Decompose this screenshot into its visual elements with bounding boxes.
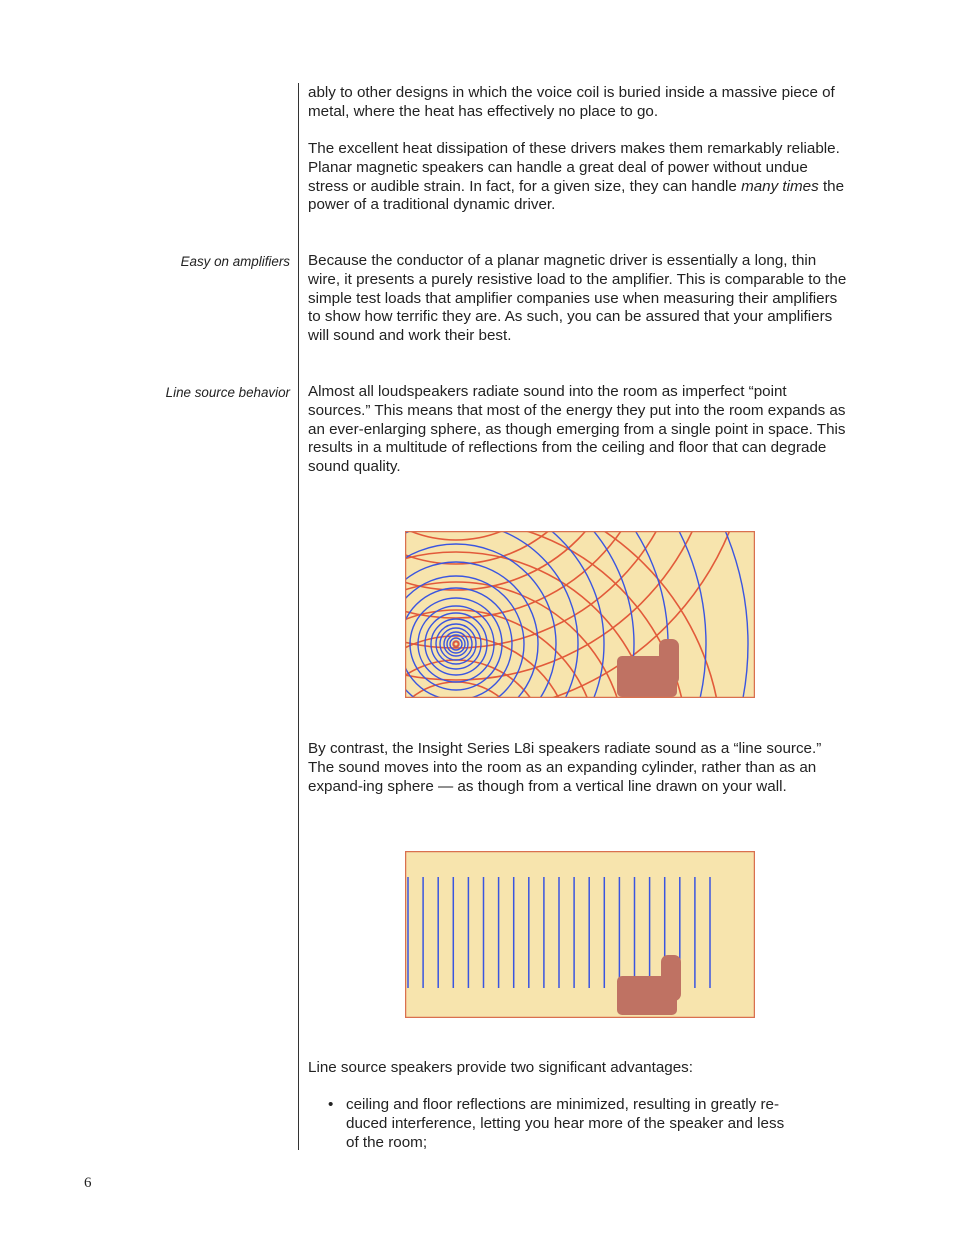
side-head-line-source: Line source behavior [165, 385, 290, 400]
room-background [405, 851, 755, 1018]
point-source-diagram [405, 531, 755, 698]
bullet-marker: • [328, 1096, 334, 1113]
bullet-item [328, 1096, 788, 1152]
paragraph-point-source: Almost all loudspeakers radiate sound into the room as imperfect “point sources.” This means that most of the energy they put into the room expands as an ever-enlarging sphere, as though emerging from a single point in space. This results in a multitude of reflections from the ceiling and floor that can degrade sound quality. [308, 383, 846, 476]
page-number: 6 [84, 1175, 92, 1191]
column-divider-rule [298, 83, 299, 1150]
bullet-text: ceiling and floor reflections are minimized, resulting in greatly re-duced interference, letting you hear more of the speaker and less of the room; [346, 1096, 785, 1151]
line-source-diagram [405, 851, 755, 1018]
side-head-amplifiers: Easy on amplifiers [180, 254, 290, 269]
paragraph-line-source: By contrast, the Insight Series L8i speakers radiate sound as a “line source.” The sound moves into the room as an expanding cylinder, rather than as an expand-ing sphere — as though from a vertical line drawn on your wall. [308, 740, 822, 795]
paragraph-advantages: Line source speakers provide two significant advantages: [308, 1059, 693, 1076]
paragraph-amplifiers: Because the conductor of a planar magnetic driver is essentially a long, thin wire, it presents a purely resistive load to the amplifier. This is comparable to the simple test loads that amplifier companies use when measuring their amplifiers to show how terrific they are. As such, you can be assured that your amplifiers will sound and work their best. [308, 252, 847, 345]
emphasis-many-times: many times [741, 177, 819, 195]
paragraph-heat-dissipation: The excellent heat dissipation of these drivers makes them remarkably reliable. Planar magnetic speakers can handle a great deal of power without undue stress or audible strain. In fact, for a given size, they can handle many times the power of a traditional dynamic driver. [308, 140, 845, 214]
paragraph-heat-continued: ably to other designs in which the voice coil is buried inside a massive piece of metal, where the heat has effectively no place to go. [308, 84, 835, 120]
